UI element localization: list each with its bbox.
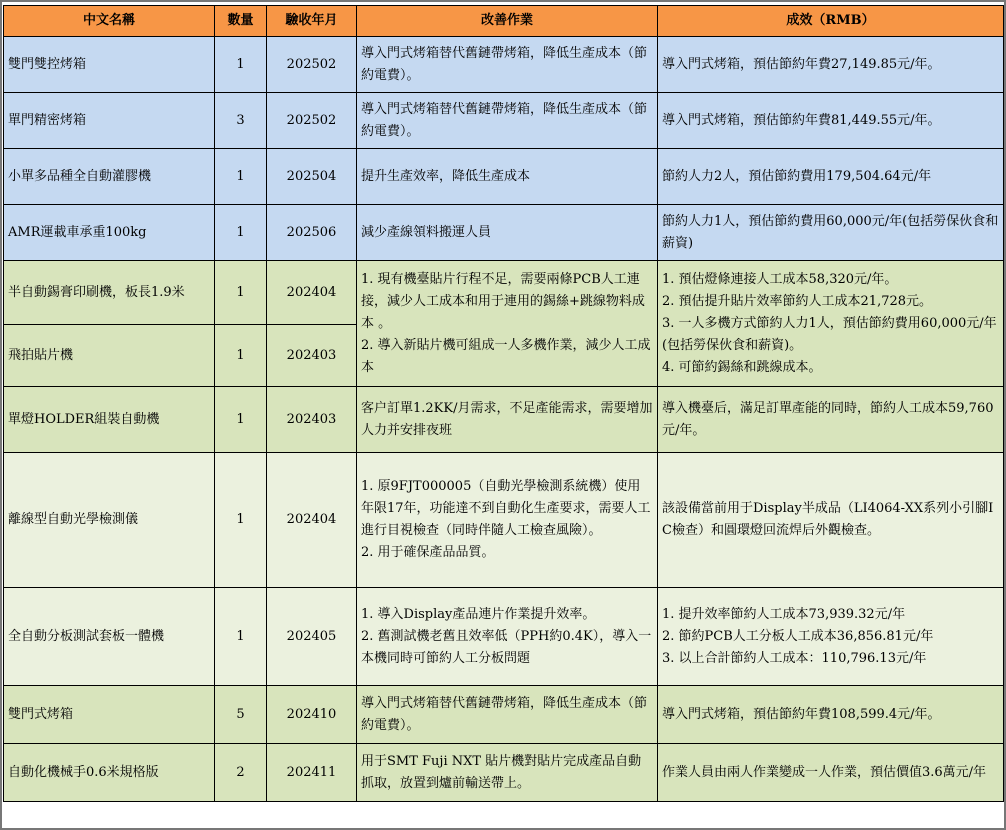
cell-qty: 1 xyxy=(215,453,267,588)
work-line: 1. 原9FJT000005（自動光學檢測系統機）使用年限17年，功能達不到自動化生產要求，需要人工進行目視檢查（同時伴隨人工檢查風險）。 xyxy=(361,479,651,538)
cell-name: 飛拍貼片機 xyxy=(4,325,215,387)
cell-date: 202411 xyxy=(267,744,357,802)
cell-qty: 3 xyxy=(215,93,267,149)
header-date: 驗收年月 xyxy=(267,6,357,37)
result-line: 3. 一人多機方式節約人力1人，預估節約費用60,000元/年(包括勞保伙食和薪資)。 xyxy=(662,315,997,353)
cell-result: 節約人力2人，預估節約費用179,504.64元/年 xyxy=(658,149,1004,205)
cell-qty: 1 xyxy=(215,325,267,387)
table-row xyxy=(4,744,1004,802)
cell-work: 導入門式烤箱替代舊鏈帶烤箱，降低生產成本（節約電費）。 xyxy=(357,93,658,149)
cell-work xyxy=(357,588,658,686)
work-line: 2. 導入新貼片機可組成一人多機作業，減少人工成本 xyxy=(361,337,651,375)
cell-result-merged xyxy=(658,261,1004,387)
work-line: 2. 用于確保產品品質。 xyxy=(361,545,495,560)
header-result: 成效（RMB） xyxy=(658,6,1004,37)
cell-result: 節約人力1人，預估節約費用60,000元/年(包括勞保伙食和薪資) xyxy=(658,205,1004,261)
cell-date: 202404 xyxy=(267,261,357,325)
table-row xyxy=(4,149,1004,205)
table-row xyxy=(4,453,1004,588)
cell-result: 導入門式烤箱，預估節約年費81,449.55元/年。 xyxy=(658,93,1004,149)
cell-result: 作業人員由兩人作業變成一人作業，預估價值3.6萬元/年 xyxy=(658,744,1004,802)
cell-qty: 1 xyxy=(215,205,267,261)
table-row xyxy=(4,261,1004,325)
cell-name: AMR運載車承重100kg xyxy=(4,205,215,261)
work-line: 1. 導入Display產品連片作業提升效率。 xyxy=(361,606,596,622)
improvement-table xyxy=(3,5,1004,802)
cell-work: 減少產線領料搬運人員 xyxy=(357,205,658,261)
cell-result: 導入門式烤箱，預估節約年費108,599.4元/年。 xyxy=(658,686,1004,744)
cell-qty: 1 xyxy=(215,37,267,93)
cell-work: 導入門式烤箱替代舊鏈帶烤箱，降低生產成本（節約電費）。 xyxy=(357,686,658,744)
cell-date: 202502 xyxy=(267,93,357,149)
cell-result: 導入門式烤箱，預估節約年費27,149.85元/年。 xyxy=(658,37,1004,93)
result-line: 1. 提升效率節約人工成本73,939.32元/年 xyxy=(662,606,906,622)
cell-date: 202403 xyxy=(267,387,357,453)
result-line: 1. 預估燈條連接人工成本58,320元/年。 xyxy=(662,271,898,287)
cell-name: 單燈HOLDER組裝自動機 xyxy=(4,387,215,453)
cell-result: 該設備當前用于Display半成品（LI4064-XX系列小引腳IC檢查）和圓環燈回流焊后外觀檢查。 xyxy=(658,453,1004,588)
cell-date: 202506 xyxy=(267,205,357,261)
cell-name: 雙門式烤箱 xyxy=(4,686,215,744)
cell-date: 202404 xyxy=(267,453,357,588)
table-row xyxy=(4,387,1004,453)
cell-work: 提升生產效率，降低生產成本 xyxy=(357,149,658,205)
cell-name: 小單多品種全自動灌膠機 xyxy=(4,149,215,205)
work-line: 1. 現有機臺貼片行程不足，需要兩條PCB人工連接，減少人工成本和用于連用的錫絲+跳線物料成本 。 xyxy=(361,271,645,331)
table-row xyxy=(4,205,1004,261)
header-qty: 數量 xyxy=(215,6,267,37)
cell-qty: 1 xyxy=(215,149,267,205)
cell-qty: 1 xyxy=(215,387,267,453)
cell-qty: 1 xyxy=(215,261,267,325)
cell-date: 202410 xyxy=(267,686,357,744)
cell-qty: 5 xyxy=(215,686,267,744)
cell-qty: 1 xyxy=(215,588,267,686)
result-line: 3. 以上合計節約人工成本：110,796.13元/年 xyxy=(662,650,927,666)
cell-work: 用于SMT Fuji NXT 貼片機對貼片完成產品自動抓取，放置到爐前輸送帶上。 xyxy=(357,744,658,802)
cell-date: 202405 xyxy=(267,588,357,686)
result-line: 4. 可節約錫絲和跳線成本。 xyxy=(662,359,822,375)
cell-work: 導入門式烤箱替代舊鏈帶烤箱，降低生產成本（節約電費）。 xyxy=(357,37,658,93)
cell-work: 客户訂單1.2KK/月需求，不足產能需求，需要增加人力并安排夜班 xyxy=(357,387,658,453)
table-row xyxy=(4,93,1004,149)
work-line: 2. 舊測試機老舊且效率低（PPH約0.4K），導入一本機同時可節約人工分板問題 xyxy=(361,628,652,666)
table-row xyxy=(4,37,1004,93)
header-name: 中文名稱 xyxy=(4,6,215,37)
table-row xyxy=(4,588,1004,686)
cell-result: 導入機臺后，滿足訂單產能的同時，節約人工成本59,760元/年。 xyxy=(658,387,1004,453)
cell-date: 202504 xyxy=(267,149,357,205)
header-work: 改善作業 xyxy=(357,6,658,37)
cell-name: 全自動分板測試套板一體機 xyxy=(4,588,215,686)
cell-work-merged xyxy=(357,261,658,387)
cell-name: 半自動錫膏印刷機，板長1.9米 xyxy=(4,261,215,325)
cell-result xyxy=(658,588,1004,686)
cell-work xyxy=(357,453,658,588)
result-line: 2. 預估提升貼片效率節約人工成本21,728元。 xyxy=(662,293,933,309)
cell-date: 202403 xyxy=(267,325,357,387)
result-line: 2. 節約PCB人工分板人工成本36,856.81元/年 xyxy=(662,628,934,644)
cell-name: 雙門雙控烤箱 xyxy=(4,37,215,93)
cell-date: 202502 xyxy=(267,37,357,93)
cell-name: 離線型自動光學檢測儀 xyxy=(4,453,215,588)
table-row xyxy=(4,686,1004,744)
cell-name: 單門精密烤箱 xyxy=(4,93,215,149)
header-row xyxy=(4,6,1004,37)
cell-qty: 2 xyxy=(215,744,267,802)
cell-name: 自動化機械手0.6米規格版 xyxy=(4,744,215,802)
